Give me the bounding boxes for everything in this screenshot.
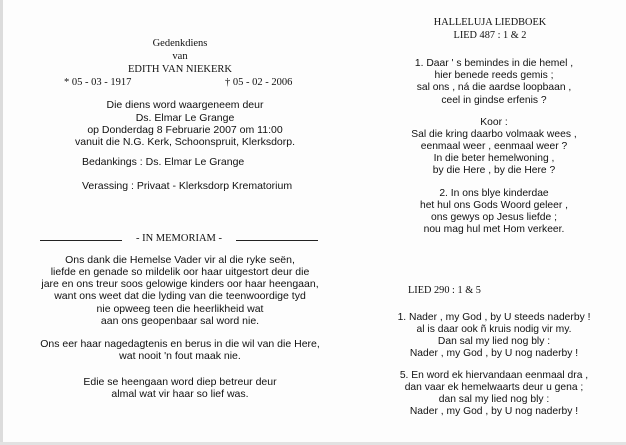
cremation-line: Verassing : Privaat - Klerksdorp Krematorium — [82, 180, 293, 192]
van-label: van — [172, 51, 188, 62]
hymn-line: Sal die kring daarbo volmaak wees , — [411, 129, 577, 140]
memoriam-line: Edie se heengaan word diep betreur deur — [83, 376, 277, 388]
hymn-line: dan sal my lied nog bly : — [438, 394, 550, 405]
hymn-line: het hul ons Gods Woord geleer , — [419, 200, 569, 211]
hymn-line: In die beter hemelwoning , — [433, 153, 555, 164]
hymn-line: hier benede reeds gemis ; — [434, 70, 554, 81]
hymn-line: dan vaar ek hemelwaarts deur u gena ; — [404, 382, 584, 393]
hymn-line: eenmaal weer , eenmaal weer ? — [420, 141, 568, 152]
memoriam-line: Ons dank die Hemelse Vader vir al die ryke seën, — [65, 254, 295, 266]
hymn-line: 2. In ons blye kinderdae — [439, 188, 549, 199]
hymnbook-title: HALLELUJA LIEDBOEK — [433, 17, 547, 28]
service-line: Die diens word waargeneem deur — [106, 99, 264, 111]
memoriam-line: wat nooit 'n fout maak nie. — [119, 350, 241, 362]
memoriam-line: jare en ons treur soos gelowige kinders oor haar heengaan, — [41, 278, 319, 290]
memoriam-line: aan ons geopenbaar sal word nie. — [100, 315, 260, 327]
hymn-line: 5. En word ek hiervandaan eenmaal dra , — [399, 370, 589, 381]
memoriam-line: liefde en genade so mildelik oor haar uitgestort deur die — [50, 266, 310, 278]
hymn-line: Dan sal my lied nog bly : — [437, 336, 551, 347]
deceased-name: EDITH VAN NIEKERK — [127, 64, 233, 75]
service-heading: Gedenkdiens — [152, 38, 208, 49]
memoriam-line: Ons eer haar nagedagtenis en berus in die wil van die Here, — [40, 338, 320, 350]
thanks-line: Bedankings : Ds. Elmar Le Grange — [82, 156, 245, 168]
service-line: vanuit die N.G. Kerk, Schoonspruit, Klerksdorp. — [74, 136, 296, 148]
hymn-line: Koor : — [480, 117, 508, 128]
hymn-line: Nader , my God , by U nog naderby ! — [409, 348, 579, 359]
memoriam-title: - IN MEMORIAM - — [135, 233, 223, 244]
hymn-number: LIED 487 : 1 & 2 — [453, 30, 527, 41]
page-edge-shadow — [0, 0, 3, 445]
hymn-line: ons gewys op Jesus liefde ; — [431, 212, 557, 223]
death-date: † 05 - 02 - 2006 — [225, 77, 293, 88]
memoriam-line: nie opweeg teen die heerlikheid wat — [96, 303, 264, 315]
hymn-line: Nader , my God , by U nog naderby ! — [409, 406, 579, 417]
birth-date: * 05 - 03 - 1917 — [64, 77, 132, 88]
service-line: Ds. Elmar Le Grange — [135, 112, 235, 124]
service-line: op Donderdag 8 Februarie 2007 om 11:00 — [87, 124, 283, 136]
memoriam-rule-left — [40, 240, 122, 241]
memoriam-line: want ons weet dat die lyding van die teenwoordige tyd — [54, 290, 306, 302]
hymn-number: LIED 290 : 1 & 5 — [408, 285, 481, 296]
memoriam-rule-right — [236, 240, 318, 241]
hymn-line: by die Here , by die Here ? — [432, 165, 556, 176]
hymn-line: ceel in gindse erfenis ? — [441, 95, 547, 106]
hymn-line: 1. Daar ' s bemindes in die hemel , — [414, 58, 574, 69]
hymn-line: 1. Nader , my God , by U steeds naderby ! — [397, 312, 591, 323]
hymn-line: sal ons , ná die aardse loopbaan , — [416, 82, 572, 93]
hymn-line: nou mag hul met Hom verkeer. — [423, 224, 565, 235]
hymn-line: al is daar ook ñ kruis nodig vir my. — [416, 324, 572, 335]
memoriam-line: almal wat vir haar so lief was. — [111, 388, 249, 400]
